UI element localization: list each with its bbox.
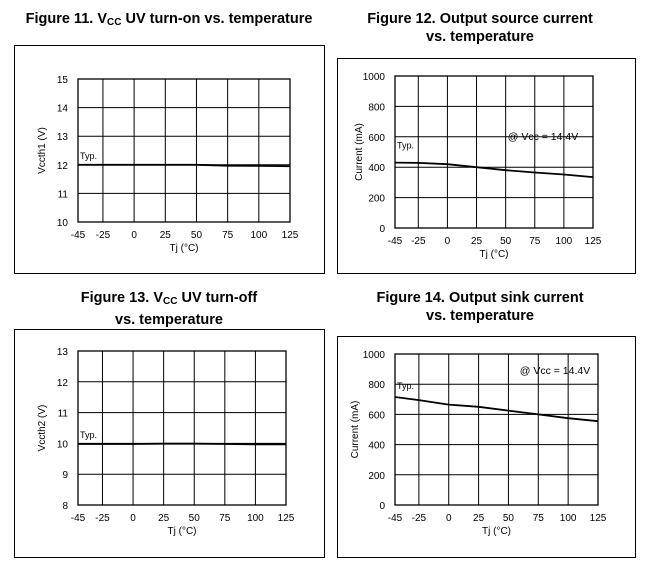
y-tick-label: 1000 <box>362 350 385 361</box>
x-tick-label: -45 <box>70 513 86 524</box>
series-typ-label: Typ. <box>80 150 98 161</box>
figure-11-title-rest: UV turn-on vs. temperature <box>121 11 313 27</box>
x-tick-label: 75 <box>219 513 231 524</box>
figure-13-chart <box>15 330 326 559</box>
x-tick-label: -25 <box>411 236 426 247</box>
x-tick-label: 75 <box>529 236 541 247</box>
x-tick-label: 25 <box>158 513 170 524</box>
series-typ-line <box>395 397 598 421</box>
figure-13-title-prefix: Figure 13. V <box>80 290 163 306</box>
x-tick-label: 25 <box>159 230 171 241</box>
x-tick-label: 25 <box>473 513 485 524</box>
x-tick-label: -45 <box>387 513 403 524</box>
figure-13-title-line1 <box>14 289 324 311</box>
x-axis-label: Tj (°C) <box>482 526 511 537</box>
x-tick-label: -25 <box>95 513 110 524</box>
x-tick-label: -25 <box>411 513 427 524</box>
figure-13-title-line2: vs. temperature <box>115 312 223 328</box>
x-tick-label: 75 <box>532 513 544 524</box>
x-tick-label: 0 <box>131 230 137 241</box>
x-tick-label: 75 <box>222 230 234 241</box>
series-typ-line <box>395 163 593 178</box>
y-tick-label: 10 <box>56 218 68 229</box>
vcc-annotation: @ Vcc = 14.4V <box>507 131 579 143</box>
figure-11-title-sub: CC <box>107 17 122 28</box>
y-tick-label: 400 <box>368 440 385 452</box>
figure-13-title-rest: UV turn-off <box>177 290 258 306</box>
figure-14-panel <box>337 336 636 558</box>
y-tick-label: 8 <box>62 501 68 512</box>
x-tick-label: 0 <box>130 513 136 524</box>
y-tick-label: 11 <box>57 189 68 201</box>
y-tick-label: 11 <box>57 408 68 420</box>
x-tick-label: 25 <box>470 236 483 247</box>
y-tick-label: 15 <box>56 75 68 86</box>
series-typ-line <box>78 444 286 445</box>
figure-12-title <box>340 10 620 46</box>
y-tick-label: 12 <box>56 160 68 172</box>
y-tick-label: 600 <box>368 132 385 144</box>
y-axis-label: Current (mA) <box>350 400 361 459</box>
figure-12-title-line1: Figure 12. Output source current <box>367 11 593 27</box>
y-tick-label: 200 <box>368 470 385 482</box>
x-tick-label: -45 <box>387 236 403 247</box>
series-typ-label: Typ. <box>80 430 98 441</box>
y-tick-label: 200 <box>368 193 385 205</box>
x-tick-label: -25 <box>95 230 111 241</box>
x-tick-label: 50 <box>190 230 203 241</box>
y-tick-label: 800 <box>368 102 385 114</box>
figure-13-title <box>14 289 324 329</box>
y-tick-label: 12 <box>56 377 68 389</box>
x-axis-label: Tj (°C) <box>167 526 197 537</box>
y-tick-label: 0 <box>379 224 385 235</box>
figure-14-title <box>340 289 620 325</box>
x-tick-label: 50 <box>188 513 200 524</box>
vcc-annotation: @ Vcc = 14.4V <box>519 365 591 377</box>
x-tick-label: -45 <box>70 230 86 241</box>
figure-14-title-line1: Figure 14. Output sink current <box>376 290 584 306</box>
y-tick-label: 0 <box>379 501 385 512</box>
y-tick-label: 9 <box>62 470 68 482</box>
y-axis-label: Vccth1 (V) <box>37 127 48 174</box>
figure-14-title-line2: vs. temperature <box>426 308 534 324</box>
x-tick-label: 125 <box>589 513 607 524</box>
figure-13-panel <box>14 329 325 558</box>
y-tick-label: 600 <box>368 410 385 422</box>
plot-frame <box>78 79 290 222</box>
y-axis-label: Vccth2 (V) <box>37 404 48 452</box>
x-tick-label: 50 <box>502 513 515 524</box>
y-tick-label: 800 <box>368 380 385 392</box>
series-typ-label: Typ. <box>397 140 415 151</box>
x-axis-label: Tj (°C) <box>479 249 509 260</box>
x-tick-label: 125 <box>584 236 602 247</box>
x-tick-label: 125 <box>281 230 299 241</box>
plot-frame <box>395 76 593 228</box>
figure-11-title <box>14 10 324 32</box>
x-axis-label: Tj (°C) <box>169 243 199 254</box>
series-typ-line <box>78 165 290 166</box>
figure-13-title-sub: CC <box>163 296 178 307</box>
x-tick-label: 0 <box>444 236 451 247</box>
y-tick-label: 13 <box>56 132 68 144</box>
y-tick-label: 13 <box>56 347 68 358</box>
y-tick-label: 400 <box>368 163 385 175</box>
x-tick-label: 100 <box>559 513 577 524</box>
y-tick-label: 14 <box>56 103 68 115</box>
x-tick-label: 100 <box>250 230 268 241</box>
plot-frame <box>78 351 286 505</box>
y-tick-label: 10 <box>56 439 68 451</box>
figure-11-panel <box>14 45 325 274</box>
x-tick-label: 100 <box>247 513 264 524</box>
y-axis-label: Current (mA) <box>354 123 365 181</box>
x-tick-label: 100 <box>555 236 573 247</box>
y-tick-label: 1000 <box>362 72 385 83</box>
figure-11-chart <box>15 46 326 275</box>
figure-12-chart <box>338 59 637 275</box>
figure-12-panel <box>337 58 636 274</box>
x-tick-label: 125 <box>277 513 295 524</box>
x-tick-label: 0 <box>445 513 452 524</box>
series-typ-label: Typ. <box>397 381 415 392</box>
figure-14-chart <box>338 337 637 559</box>
figure-12-title-line2: vs. temperature <box>426 29 534 45</box>
figure-11-title-prefix: Figure 11. V <box>25 11 107 27</box>
x-tick-label: 50 <box>500 236 512 247</box>
